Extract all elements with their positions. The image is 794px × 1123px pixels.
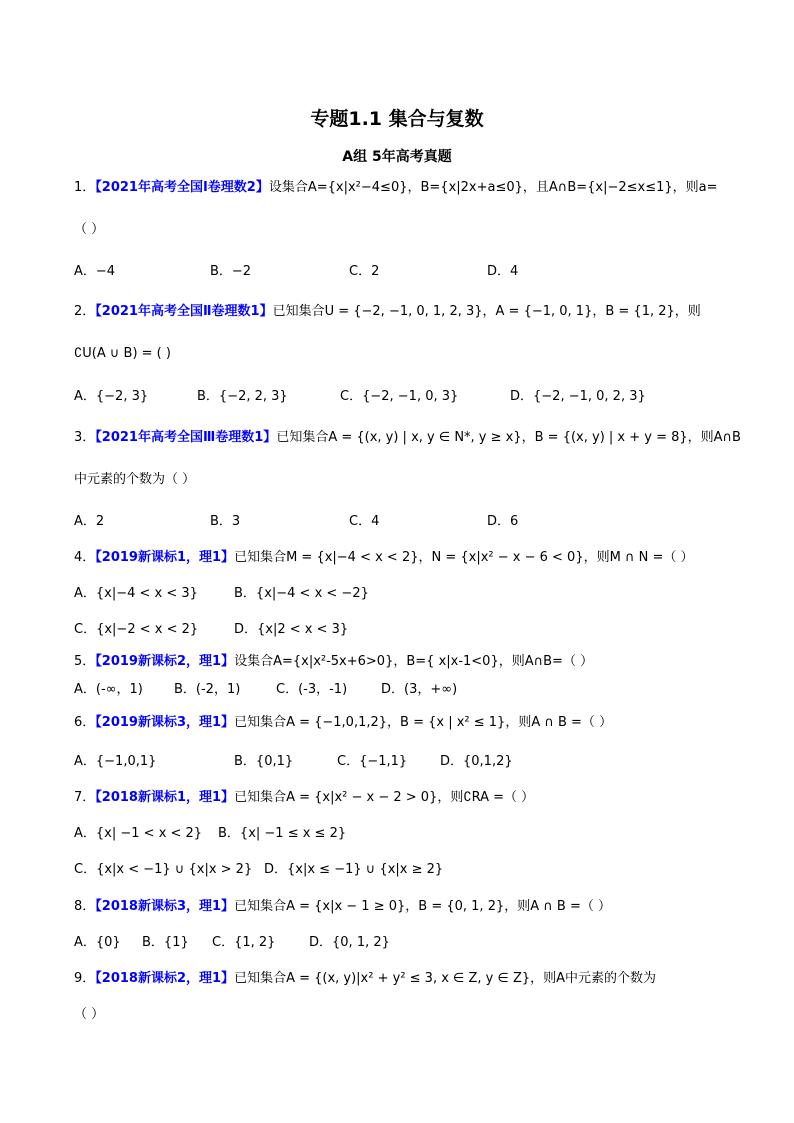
question-stem: 已知集合A = {x|x² − x − 2 > 0}，则∁RA =（ ） — [234, 790, 535, 805]
option-d: D．(3，+∞) — [381, 682, 458, 697]
question-number: 6． — [74, 715, 96, 730]
question-stem: 已知集合A = {(x, y) | x, y ∈ N*, y ≥ x}，B = {(x, y) | x + y = 8}，则A∩B — [276, 430, 741, 445]
option-a: A．2 — [74, 514, 105, 529]
question-stem: 已知集合A = {−1,0,1,2}，B = {x | x² ≤ 1}，则A ∩ B =（ ） — [234, 715, 613, 730]
option-d: D．{x|x ≤ −1} ∪ {x|x ≥ 2} — [264, 862, 444, 877]
page-title: 专题1.1 集合与复数 — [310, 108, 484, 130]
question-3-cont: 中元素的个数为（ ） — [74, 472, 196, 487]
question-source: 【2019新课标3，理1】 — [95, 715, 235, 730]
option-c: C．{−2, −1, 0, 3} — [340, 389, 459, 404]
option-a: A．{x|−4 < x < 3} — [74, 586, 198, 601]
question-9 — [74, 969, 656, 989]
question-source: 【2021年高考全国Ⅱ卷理数1】 — [95, 304, 273, 319]
question-2 — [74, 302, 701, 322]
option-b: B．{1} — [142, 935, 189, 950]
option-b: B．{x|−4 < x < −2} — [234, 586, 369, 601]
option-d: D．{x|2 < x < 3} — [234, 622, 349, 637]
option-a: A．(-∞，1) — [74, 682, 143, 697]
question-1-blank: （ ） — [74, 222, 105, 237]
option-a: A．{−2, 3} — [74, 389, 149, 404]
option-b: B．3 — [210, 514, 241, 529]
question-number: 7． — [74, 790, 96, 805]
option-c: C．{x|x < −1} ∪ {x|x > 2} — [74, 862, 253, 877]
question-9-blank: （ ） — [74, 1007, 105, 1022]
question-number: 9． — [74, 971, 96, 986]
section-subtitle: A组 5年高考真题 — [342, 149, 452, 165]
question-source: 【2019新课标1，理1】 — [95, 550, 235, 565]
question-1 — [74, 178, 718, 198]
question-source: 【2018新课标2，理1】 — [95, 971, 235, 986]
option-c: C．{x|−2 < x < 2} — [74, 622, 199, 637]
option-c: C．4 — [349, 514, 380, 529]
option-b: B．(-2，1) — [174, 682, 241, 697]
option-d: D．6 — [487, 514, 519, 529]
question-2-cont: ∁U(A ∪ B) = ( ) — [74, 346, 171, 361]
option-c: C．{1, 2} — [212, 935, 276, 950]
option-a: A．−4 — [74, 264, 116, 279]
option-c: C．{−1,1} — [337, 754, 408, 769]
question-number: 1． — [74, 180, 96, 195]
question-stem: 已知集合A = {x|x − 1 ≥ 0}，B = {0, 1, 2}，则A ∩ B =（ ） — [234, 899, 611, 914]
question-6 — [74, 713, 612, 733]
question-number: 4． — [74, 550, 96, 565]
option-d: D．{0,1,2} — [440, 754, 513, 769]
question-source: 【2018新课标1，理1】 — [95, 790, 235, 805]
question-source: 【2018新课标3，理1】 — [95, 899, 235, 914]
option-a: A．{−1,0,1} — [74, 754, 157, 769]
question-stem: 已知集合A = {(x, y)|x² + y² ≤ 3, x ∈ Z, y ∈ Z}，则A中元素的个数为 — [234, 971, 657, 986]
option-d: D．4 — [487, 264, 519, 279]
option-c: C．2 — [349, 264, 380, 279]
question-8 — [74, 897, 611, 917]
option-d: D．{0, 1, 2} — [309, 935, 390, 950]
question-4 — [74, 548, 693, 568]
question-number: 2． — [74, 304, 96, 319]
question-7 — [74, 788, 534, 808]
question-5 — [74, 652, 593, 672]
question-stem: 设集合A={x|x²−4≤0}，B={x|2x+a≤0}，且A∩B={x|−2≤x≤1}，则a= — [268, 180, 718, 195]
question-stem: 设集合A={x|x²-5x+6>0}，B={ x|x-1<0}，则A∩B=（ ） — [234, 654, 594, 669]
question-source: 【2019新课标2，理1】 — [95, 654, 235, 669]
option-a: A．{x| −1 < x < 2} — [74, 826, 203, 841]
option-c: C．(-3，-1) — [276, 682, 348, 697]
question-stem: 已知集合M = {x|−4 < x < 2}，N = {x|x² − x − 6 < 0}，则M ∩ N =（ ） — [234, 550, 694, 565]
question-number: 3． — [74, 430, 96, 445]
option-a: A．{0} — [74, 935, 121, 950]
question-source: 【2021年高考全国Ⅰ卷理数2】 — [95, 180, 269, 195]
question-number: 5． — [74, 654, 96, 669]
question-source: 【2021年高考全国Ⅲ卷理数1】 — [95, 430, 277, 445]
option-d: D．{−2, −1, 0, 2, 3} — [510, 389, 646, 404]
option-b: B．−2 — [210, 264, 252, 279]
option-b: B．{x| −1 ≤ x ≤ 2} — [218, 826, 347, 841]
option-b: B．{0,1} — [234, 754, 294, 769]
option-b: B．{−2, 2, 3} — [197, 389, 288, 404]
question-stem: 已知集合U = {−2, −1, 0, 1, 2, 3}，A = {−1, 0, 1}，B = {1, 2}，则 — [272, 304, 701, 319]
question-number: 8． — [74, 899, 96, 914]
question-3 — [74, 428, 741, 448]
